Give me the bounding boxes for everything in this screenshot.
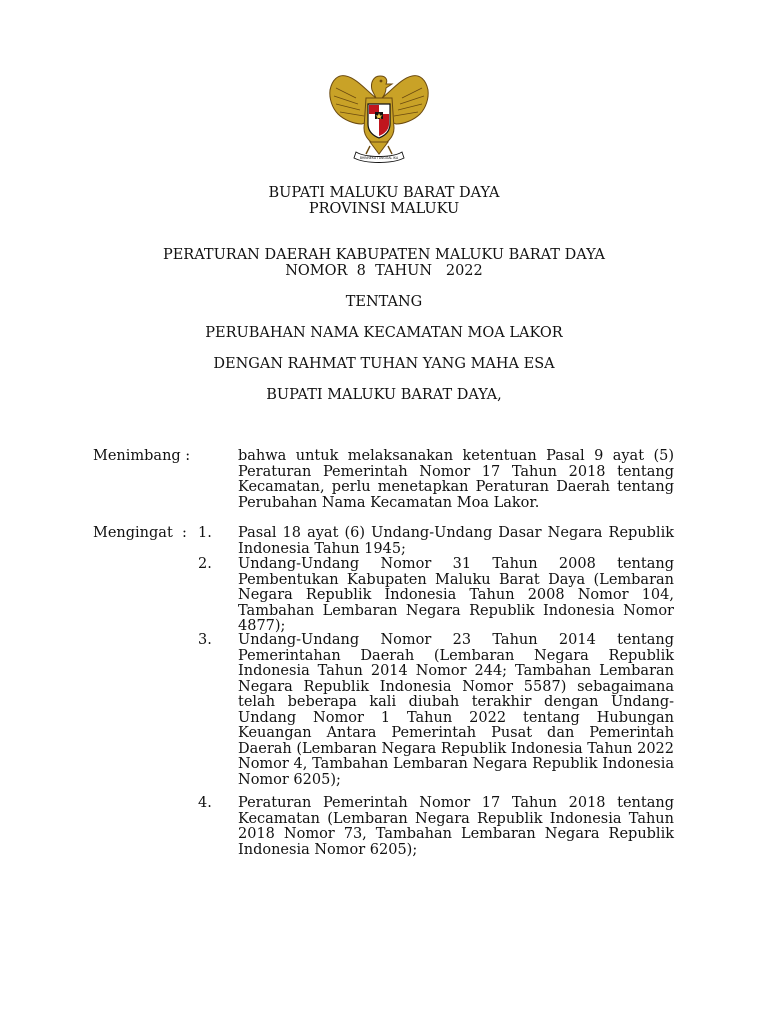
mengingat-item-number: 3. — [198, 632, 212, 648]
regulation-subject: PERUBAHAN NAMA KECAMATAN MOA LAKOR — [205, 325, 563, 341]
mengingat-item-number: 2. — [198, 556, 212, 572]
mengingat-item-number: 1. — [198, 525, 212, 541]
about-label: TENTANG — [345, 294, 423, 310]
issuer-line-2: PROVINSI MALUKU — [308, 201, 460, 217]
mengingat-item-text: Peraturan Pemerintah Nomor 17 Tahun 2018 tentang Kecamatan (Lembaran Negara Republik Indonesia Tahun 2018 Nomor 73, Tambahan Lembaran Negara Republik Indonesia Nomor 6205); — [238, 795, 674, 858]
regulation-number: NOMOR 8 TAHUN 2022 — [285, 263, 483, 279]
mengingat-item-text: Undang-Undang Nomor 31 Tahun 2008 tentang Pembentukan Kabupaten Maluku Barat Daya (Lembaran Negara Republik Indonesia Tahun 2008 Nomor 104, Tambahan Lembaran Negara Republik Indonesia Nomor 4877); — [238, 556, 674, 634]
mengingat-item-text: Undang-Undang Nomor 23 Tahun 2014 tentang Pemerintahan Daerah (Lembaran Negara Republik Indonesia Tahun 2014 Nomor 244; Tambahan Lembaran Negara Republik Indonesia Nomor 5587) sebagaimana telah beberapa kali diubah terakhir dengan Undang-Undang Nomor 1 Tahun 2022 tentang Hubungan Keuangan Antara Pemerintah Pusat dan Pemerintah Daerah (Lembaran Negara Republik Indonesia Tahun 2022 Nomor 4, Tambahan Lembaran Negara Republik Indonesia Nomor 6205); — [238, 632, 674, 788]
mengingat-item-text: Pasal 18 ayat (6) Undang-Undang Dasar Negara Republik Indonesia Tahun 1945; — [238, 525, 674, 557]
garuda-pancasila-emblem-icon — [326, 68, 432, 164]
preamble: DENGAN RAHMAT TUHAN YANG MAHA ESA — [213, 356, 555, 372]
menimbang-text: bahwa untuk melaksanakan ketentuan Pasal 9 ayat (5) Peraturan Pemerintah Nomor 17 Tahun 2018 tentang Kecamatan, perlu menetapkan Peraturan Daerah tentang Perubahan Nama Kecamatan Moa Lakor. — [238, 448, 674, 511]
menimbang-label: Menimbang : — [93, 448, 191, 464]
authority-line: BUPATI MALUKU BARAT DAYA, — [266, 387, 502, 403]
mengingat-label: Mengingat : — [93, 525, 187, 541]
mengingat-item-number: 4. — [198, 795, 212, 811]
emblem-motto: BHINNEKA TUNGGAL IKA — [359, 156, 399, 160]
regulation-title: PERATURAN DAERAH KABUPATEN MALUKU BARAT DAYA — [162, 247, 606, 263]
issuer-line-1: BUPATI MALUKU BARAT DAYA — [268, 185, 500, 201]
